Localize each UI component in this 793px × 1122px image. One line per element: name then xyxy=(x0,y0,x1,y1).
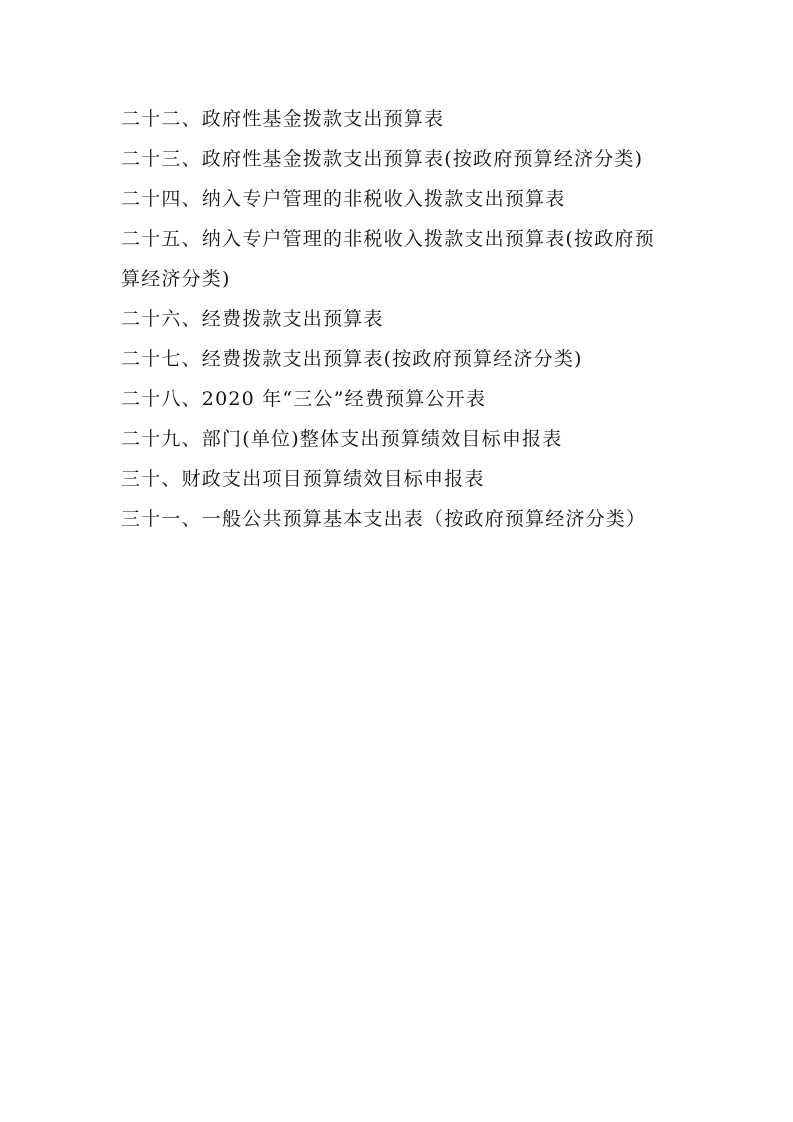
toc-item: 二十六、经费拨款支出预算表 xyxy=(121,308,384,330)
table-of-contents xyxy=(121,106,681,532)
toc-item: 二十三、政府性基金拨款支出预算表(按政府预算经济分类) xyxy=(121,148,644,170)
toc-item: 二十二、政府性基金拨款支出预算表 xyxy=(121,108,445,130)
toc-item: 二十七、经费拨款支出预算表(按政府预算经济分类) xyxy=(121,348,583,370)
toc-item: 三十一、一般公共预算基本支出表（按政府预算经济分类） xyxy=(121,508,647,530)
toc-item: 二十九、部门(单位)整体支出预算绩效目标申报表 xyxy=(121,428,563,450)
toc-item: 二十八、2020 年“三公”经费预算公开表 xyxy=(121,388,487,410)
toc-item: 二十四、纳入专户管理的非税收入拨款支出预算表 xyxy=(121,188,566,210)
toc-item: 二十五、纳入专户管理的非税收入拨款支出预算表(按政府预 xyxy=(121,228,655,250)
toc-item: 三十、财政支出项目预算绩效目标申报表 xyxy=(121,468,485,490)
toc-item-continuation: 算经济分类) xyxy=(121,268,231,290)
